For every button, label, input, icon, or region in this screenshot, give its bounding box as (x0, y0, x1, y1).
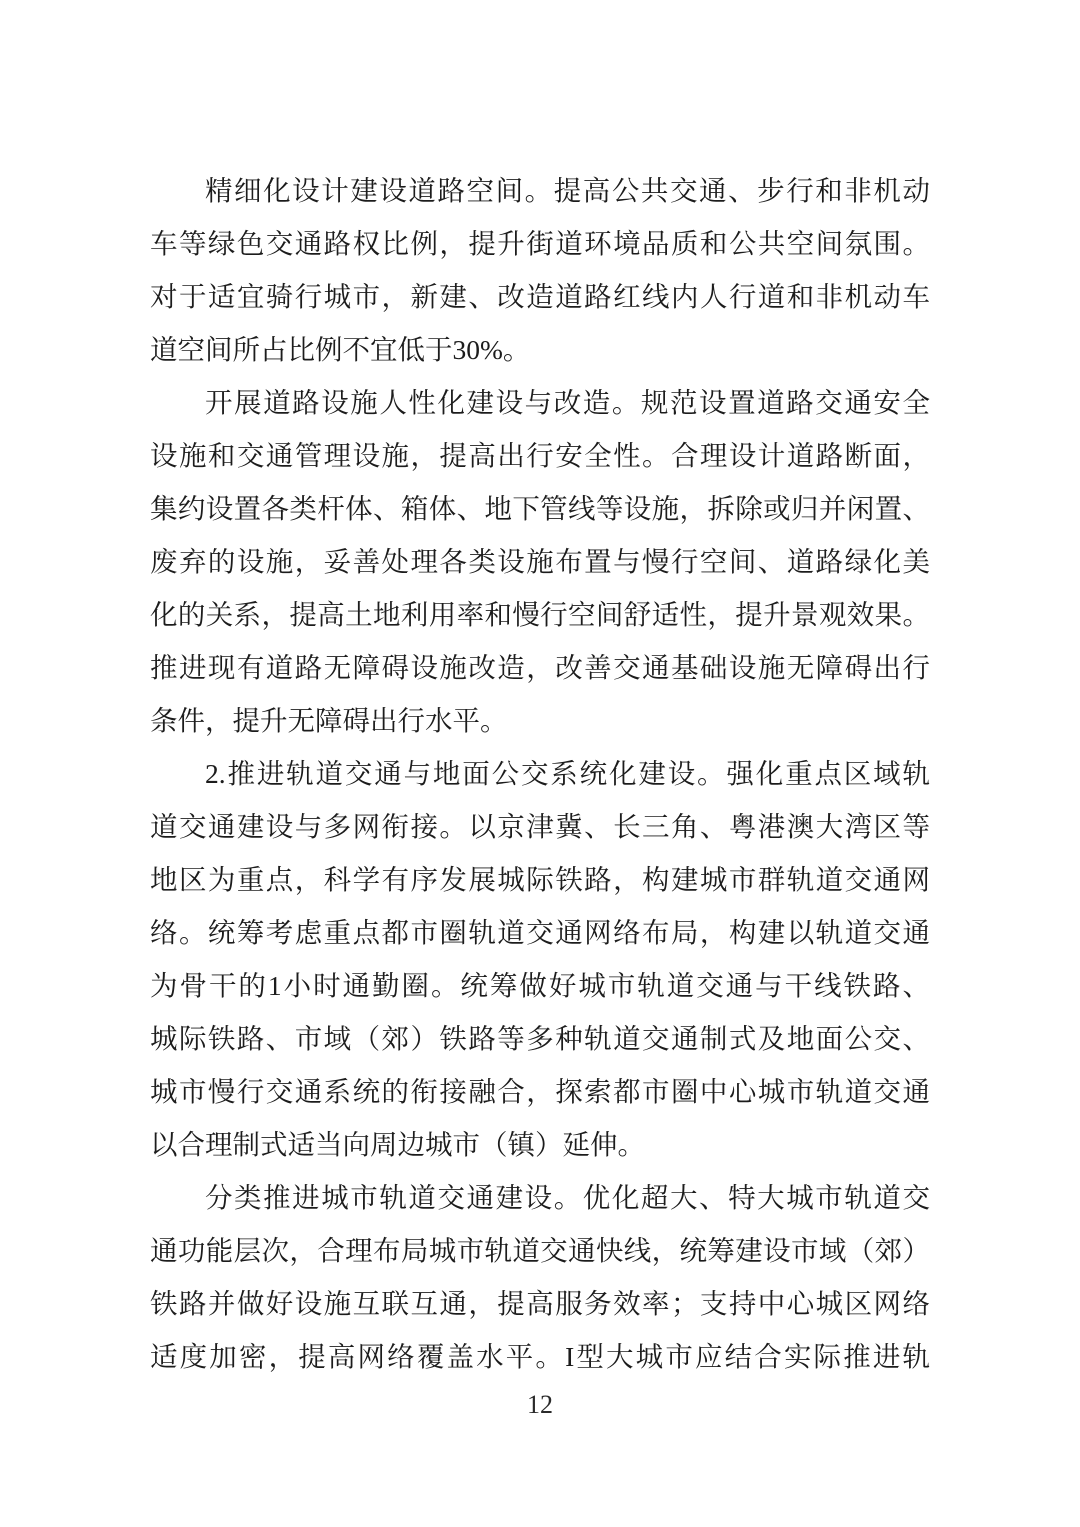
text-line: 化的关系，提高土地利用率和慢行空间舒适性，提升景观效果。 (150, 599, 930, 630)
text-line: 铁路并做好设施互联互通，提高服务效率；支持中心城区网络 (150, 1288, 930, 1319)
text-line: 集约设置各类杆体、箱体、地下管线等设施，拆除或归并闲置、 (150, 493, 930, 524)
text-line: 城市慢行交通系统的衔接融合，探索都市圈中心城市轨道交通 (150, 1076, 930, 1107)
page-number: 12 (527, 1390, 553, 1419)
text-line: 城际铁路、市域（郊）铁路等多种轨道交通制式及地面公交、 (150, 1023, 930, 1054)
text-line: 开展道路设施人性化建设与改造。规范设置道路交通安全 (205, 387, 930, 418)
text-line: 精细化设计建设道路空间。提高公共交通、步行和非机动 (205, 175, 930, 206)
text-line: 对于适宜骑行城市，新建、改造道路红线内人行道和非机动车 (150, 281, 930, 312)
text-line: 通功能层次，合理布局城市轨道交通快线，统筹建设市域（郊） (150, 1235, 930, 1266)
text-line: 废弃的设施，妥善处理各类设施布置与慢行空间、道路绿化美 (150, 546, 930, 577)
text-line: 道交通建设与多网衔接。以京津冀、长三角、粤港澳大湾区等 (150, 811, 930, 842)
text-line: 条件，提升无障碍出行水平。 (150, 705, 508, 736)
text-line: 地区为重点，科学有序发展城际铁路，构建城市群轨道交通网 (150, 864, 930, 895)
text-line: 车等绿色交通路权比例，提升街道环境品质和公共空间氛围。 (150, 228, 930, 259)
text-line: 为骨干的1小时通勤圈。统筹做好城市轨道交通与干线铁路、 (150, 970, 930, 1001)
text-line: 设施和交通管理设施，提高出行安全性。合理设计道路断面， (150, 440, 930, 471)
text-line: 分类推进城市轨道交通建设。优化超大、特大城市轨道交 (205, 1182, 930, 1213)
text-line: 以合理制式适当向周边城市（镇）延伸。 (150, 1129, 645, 1160)
text-line: 络。统筹考虑重点都市圈轨道交通网络布局，构建以轨道交通 (150, 917, 930, 948)
text-line: 2.推进轨道交通与地面公交系统化建设。强化重点区域轨 (205, 758, 930, 789)
text-line: 适度加密，提高网络覆盖水平。I型大城市应结合实际推进轨 (150, 1341, 930, 1372)
text-line: 道空间所占比例不宜低于30%。 (150, 334, 531, 365)
text-line: 推进现有道路无障碍设施改造，改善交通基础设施无障碍出行 (150, 652, 930, 683)
text-block (150, 164, 930, 1383)
